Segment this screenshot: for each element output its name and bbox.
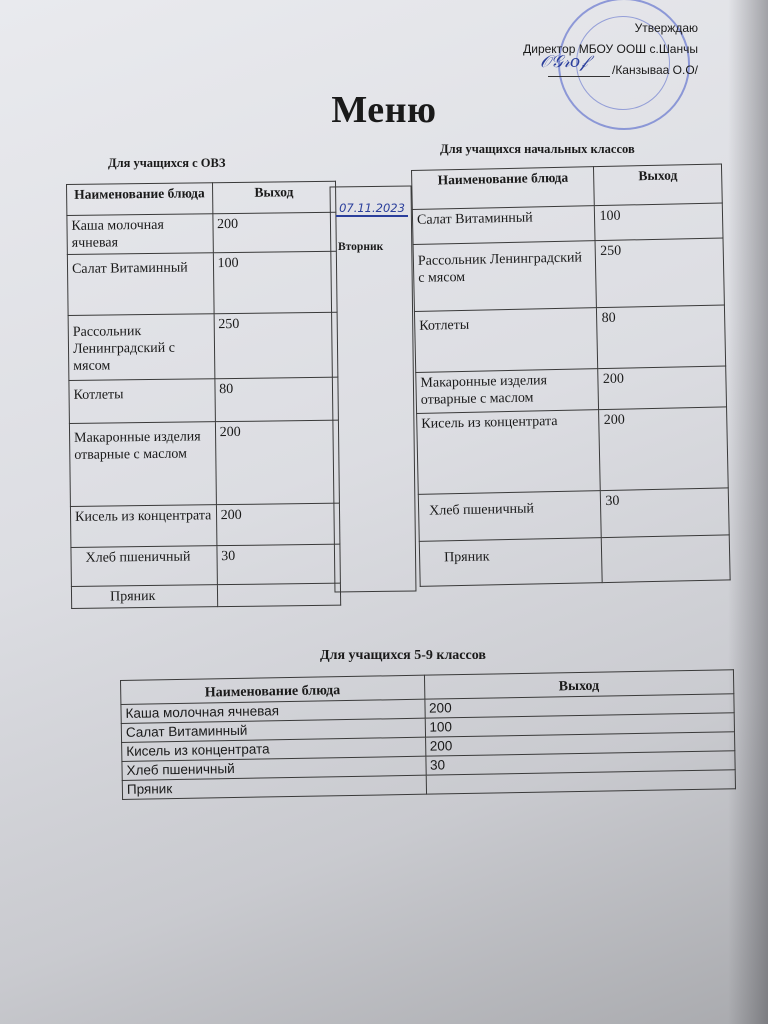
table-header-row <box>67 181 336 215</box>
menu-table-grades59 <box>120 669 736 800</box>
table-row <box>68 312 338 380</box>
page-shadow <box>728 0 768 1024</box>
dish-name: Котлеты <box>414 308 598 373</box>
dish-output <box>426 770 736 794</box>
dish-output: 200 <box>598 366 726 410</box>
dish-output: 100 <box>425 713 735 737</box>
menu-table-primary <box>411 163 731 586</box>
dish-output <box>217 583 341 607</box>
dish-output: 200 <box>424 694 734 718</box>
page-title: Меню <box>331 89 437 131</box>
handwritten-signature: 𝒪𝒢𝓇𝑜𝒻 <box>540 52 588 72</box>
col-header-output: Выход <box>424 670 734 699</box>
dish-name: Рассольник Ленинградский с мясом <box>413 241 597 312</box>
dish-output: 30 <box>217 544 341 585</box>
col-header-name: Наименование блюда <box>67 183 213 216</box>
dish-output: 200 <box>216 503 340 546</box>
dish-output: 200 <box>212 212 336 253</box>
menu-table-ovz <box>66 181 341 609</box>
dish-output: 30 <box>425 751 735 775</box>
col-header-output: Выход <box>594 164 722 206</box>
table-header-row <box>412 164 723 209</box>
dish-output: 250 <box>596 238 725 308</box>
table-row <box>67 212 336 254</box>
dish-name: Кисель из концентрата <box>417 410 601 495</box>
dish-name: Макаронные изделия отварные с маслом <box>69 422 216 507</box>
dish-name: Хлеб пшеничный <box>418 491 601 542</box>
table-row <box>413 238 724 311</box>
caption-grades59: Для учащихся 5-9 классов <box>320 648 486 663</box>
approval-line-2: Директор МБОУ ООШ с.Шанчы <box>523 42 698 56</box>
dish-name: Хлеб пшеничный <box>71 546 217 587</box>
dish-name: Хлеб пшеничный <box>122 756 426 780</box>
dish-output: 250 <box>214 312 338 379</box>
dish-name: Рассольник Ленинградский с мясом <box>68 314 214 381</box>
dish-name: Кисель из концентрата <box>122 737 426 761</box>
dish-output: 200 <box>425 732 735 756</box>
dish-output: 80 <box>215 377 339 422</box>
table-row <box>67 251 337 315</box>
dish-name: Котлеты <box>69 379 215 424</box>
dish-output: 200 <box>599 407 728 491</box>
dish-name: Пряник <box>122 775 426 799</box>
table-row <box>69 420 339 506</box>
dish-name: Макаронные изделия отварные с маслом <box>416 369 599 414</box>
menu-weekday: Вторник <box>338 241 384 253</box>
table-row <box>418 488 729 541</box>
table-row <box>71 583 340 608</box>
menu-date: 07.11.2023 <box>336 201 408 217</box>
approval-line-3: /Канзываа О.О/ <box>611 63 698 77</box>
table-row <box>70 503 339 547</box>
table-row <box>416 366 727 413</box>
table-row <box>414 305 725 372</box>
dish-name: Кисель из концентрата <box>70 505 216 548</box>
dish-output: 30 <box>601 488 729 538</box>
dish-name: Пряник <box>71 585 217 609</box>
dish-output: 100 <box>213 251 337 314</box>
dish-name: Пряник <box>419 538 602 587</box>
table-row <box>71 544 340 586</box>
dish-output: 200 <box>215 420 339 505</box>
table-row <box>419 535 730 586</box>
dish-name: Салат Витаминный <box>121 718 425 742</box>
table-row <box>417 407 729 494</box>
dish-output: 80 <box>597 305 726 369</box>
dish-name: Салат Витаминный <box>67 253 213 316</box>
approval-line-1: Утверждаю <box>634 21 698 35</box>
table-row <box>69 377 339 423</box>
col-header-output: Выход <box>212 181 336 214</box>
caption-primary: Для учащихся начальных классов <box>440 142 635 156</box>
dish-output: 100 <box>595 203 723 241</box>
caption-ovz: Для учащихся с ОВЗ <box>108 156 226 170</box>
dish-name: Салат Витаминный <box>412 206 595 245</box>
col-header-name: Наименование блюда <box>121 675 425 704</box>
col-header-name: Наименование блюда <box>412 167 595 210</box>
dish-name: Каша молочная ячневая <box>121 699 425 723</box>
dish-name: Каша молочная ячневая <box>67 214 213 255</box>
dish-output <box>602 535 730 583</box>
